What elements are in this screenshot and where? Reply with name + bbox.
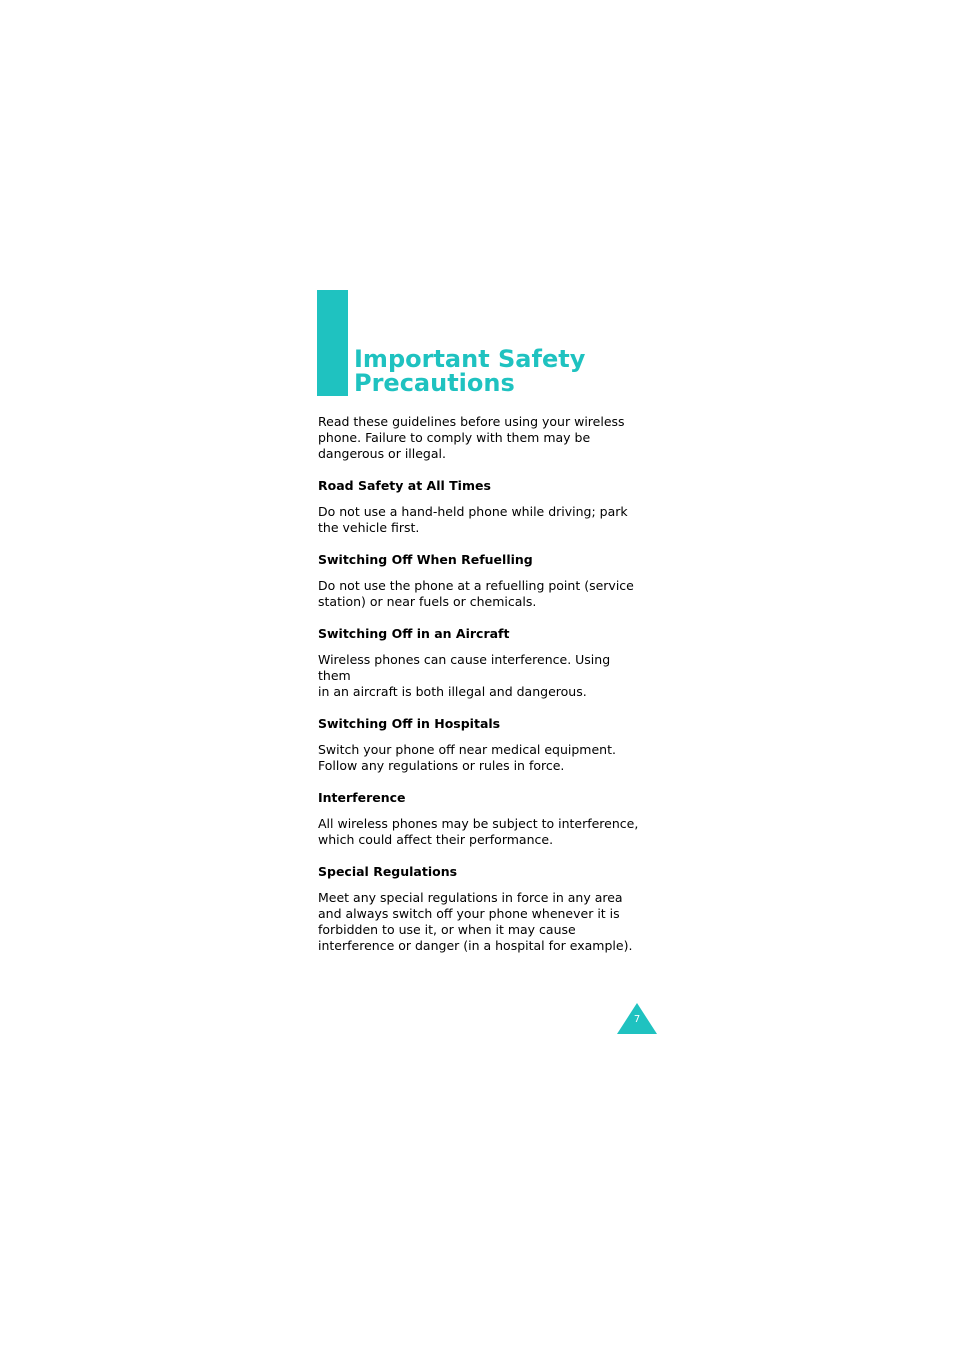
intro-line: Read these guidelines before using your wireless — [318, 414, 625, 429]
section-heading-hospitals: Switching Off in Hospitals — [318, 716, 501, 731]
section-line: Wireless phones can cause interference. Using them — [318, 652, 611, 683]
section-line: interference or danger (in a hospital for example). — [318, 938, 633, 953]
title-accent-bar — [317, 290, 348, 396]
section-text-refuelling — [318, 578, 644, 610]
section-line: and always switch off your phone whenever it is — [318, 906, 620, 921]
page-title — [354, 347, 674, 395]
section-line: Meet any special regulations in force in any area — [318, 890, 623, 905]
page-number: 7 — [633, 1014, 641, 1025]
section-line: station) or near fuels or chemicals. — [318, 594, 537, 609]
section-line: Do not use the phone at a refuelling point (service — [318, 578, 634, 593]
section-line: Switch your phone off near medical equipment. — [318, 742, 616, 757]
section-heading-road-safety: Road Safety at All Times — [318, 478, 491, 493]
safety-content — [318, 414, 644, 954]
page-title-line-1: Important Safety — [354, 345, 586, 373]
page-marker — [617, 1003, 657, 1034]
section-line: which could affect their performance. — [318, 832, 554, 847]
section-line: All wireless phones may be subject to interference, — [318, 816, 639, 831]
section-text-hospitals — [318, 742, 644, 774]
section-heading-special-regulations: Special Regulations — [318, 864, 458, 879]
section-line: the vehicle first. — [318, 520, 420, 535]
page-title-line-2: Precautions — [354, 369, 515, 397]
intro-paragraph — [318, 414, 644, 462]
section-heading-aircraft: Switching Off in an Aircraft — [318, 626, 510, 641]
intro-line: dangerous or illegal. — [318, 446, 446, 461]
section-heading-interference: Interference — [318, 790, 406, 805]
section-text-aircraft — [318, 652, 644, 700]
section-heading-refuelling: Switching Off When Refuelling — [318, 552, 533, 567]
section-text-special-regulations — [318, 890, 644, 954]
section-line: Follow any regulations or rules in force. — [318, 758, 565, 773]
section-line: in an aircraft is both illegal and dangerous. — [318, 684, 587, 699]
section-text-road-safety — [318, 504, 644, 536]
section-line: forbidden to use it, or when it may cause — [318, 922, 576, 937]
section-text-interference — [318, 816, 644, 848]
section-line: Do not use a hand-held phone while driving; park — [318, 504, 628, 519]
intro-line: phone. Failure to comply with them may be — [318, 430, 591, 445]
